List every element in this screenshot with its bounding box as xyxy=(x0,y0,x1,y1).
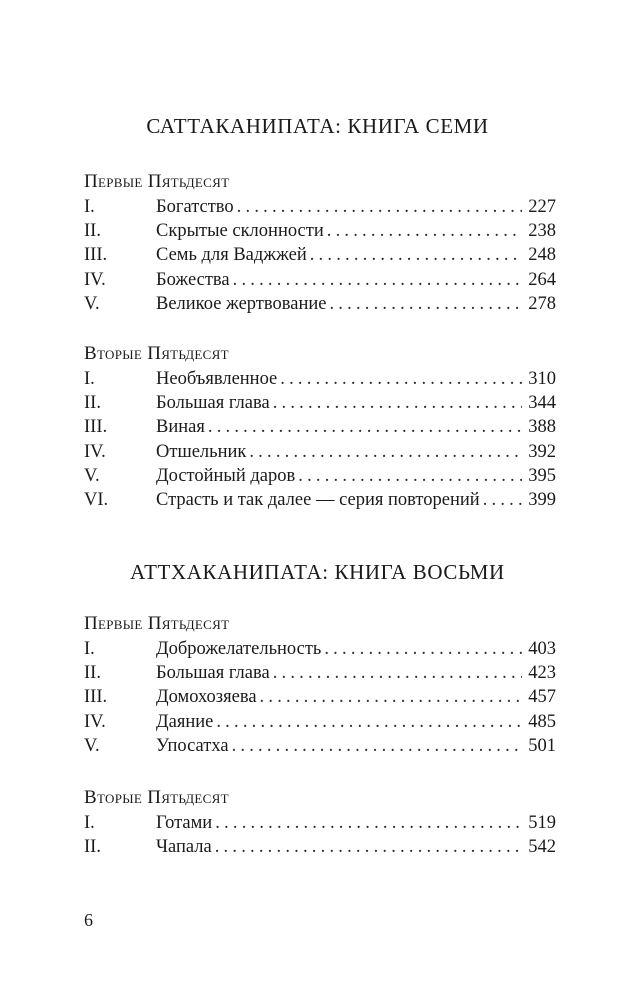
chapter-title: Упосатха xyxy=(156,735,229,756)
toc-entry[interactable] xyxy=(84,488,556,512)
dot-leader xyxy=(310,243,522,267)
page-number: 399 xyxy=(528,489,556,510)
page-number: 519 xyxy=(528,813,556,833)
chapter-title: Домохозяева xyxy=(156,687,257,708)
chapter-title: Божества xyxy=(156,269,230,290)
page-folio: 6 xyxy=(84,910,93,930)
dot-leader xyxy=(273,661,522,685)
chapter-title: Богатство xyxy=(156,197,234,217)
chapter-list xyxy=(84,637,556,758)
dot-leader xyxy=(329,292,522,316)
chapter-title: Большая глава xyxy=(156,663,270,684)
chapter-title: Страсть и так далее — серия повторений xyxy=(156,489,480,510)
section-title: Вторые Пятьдесят xyxy=(84,343,229,364)
page-number: 485 xyxy=(528,711,556,732)
chapter-number: I. xyxy=(84,197,95,217)
page-number: 248 xyxy=(528,245,556,266)
toc-entry[interactable] xyxy=(84,391,556,415)
chapter-list xyxy=(84,811,556,859)
page-number: 403 xyxy=(528,639,556,659)
dot-leader xyxy=(273,391,522,415)
dot-leader xyxy=(215,835,522,859)
dot-leader xyxy=(208,415,522,439)
dot-leader xyxy=(216,710,522,734)
chapter-title: Даяние xyxy=(156,711,214,732)
book-title: АТТХАКАНИПАТА: КНИГА ВОСЬМИ xyxy=(130,560,505,584)
page-number: 542 xyxy=(528,837,556,858)
toc-entry[interactable] xyxy=(84,243,556,267)
page-number: 501 xyxy=(528,735,556,756)
chapter-number: III. xyxy=(84,687,108,708)
chapter-title: Чапала xyxy=(156,837,212,858)
chapter-number: II. xyxy=(84,393,101,414)
chapter-number: I. xyxy=(84,369,95,389)
chapter-title: Семь для Ваджжей xyxy=(156,245,307,266)
toc-entry[interactable] xyxy=(84,710,556,734)
page-number: 238 xyxy=(528,221,556,242)
dot-leader xyxy=(233,268,522,292)
chapter-number: V. xyxy=(84,465,100,486)
toc-entry[interactable] xyxy=(84,811,556,835)
toc-entry[interactable] xyxy=(84,661,556,685)
chapter-title: Великое жертвование xyxy=(156,293,327,314)
chapter-title: Достойный даров xyxy=(156,465,296,486)
chapter-number: I. xyxy=(84,639,95,659)
chapter-title: Доброжелательность xyxy=(156,639,322,659)
toc-entry[interactable] xyxy=(84,637,556,661)
toc-entry[interactable] xyxy=(84,464,556,488)
toc-entry[interactable] xyxy=(84,195,556,219)
dot-leader xyxy=(260,685,522,709)
dot-leader xyxy=(324,637,522,661)
chapter-number: V. xyxy=(84,293,100,314)
dot-leader xyxy=(215,811,522,835)
section-title: Первые Пятьдесят xyxy=(84,613,230,634)
chapter-title: Готами xyxy=(156,813,213,833)
page-number: 310 xyxy=(528,369,556,389)
page-number: 392 xyxy=(528,441,556,462)
toc-entry[interactable] xyxy=(84,440,556,464)
page-number: 264 xyxy=(528,269,556,290)
dot-leader xyxy=(280,367,522,391)
chapter-title: Виная xyxy=(156,417,205,438)
dot-leader xyxy=(483,488,522,512)
dot-leader xyxy=(232,734,522,758)
chapter-number: V. xyxy=(84,735,100,756)
toc-entry[interactable] xyxy=(84,415,556,439)
toc-entry[interactable] xyxy=(84,835,556,859)
chapter-number: III. xyxy=(84,245,108,266)
dot-leader xyxy=(237,195,522,219)
chapter-title: Скрытые склонности xyxy=(156,221,324,242)
toc-entry[interactable] xyxy=(84,292,556,316)
chapter-number: IV. xyxy=(84,269,106,290)
chapter-number: IV. xyxy=(84,711,106,732)
chapter-number: III. xyxy=(84,417,108,438)
chapter-title: Необъявленное xyxy=(156,369,278,389)
chapter-number: II. xyxy=(84,663,101,684)
chapter-number: IV. xyxy=(84,441,106,462)
chapter-number: II. xyxy=(84,837,101,858)
page-number: 423 xyxy=(528,663,556,684)
chapter-title: Отшельник xyxy=(156,441,247,462)
page-number: 457 xyxy=(528,687,556,708)
chapter-number: II. xyxy=(84,221,101,242)
page-number: 278 xyxy=(528,293,556,314)
chapter-number: I. xyxy=(84,813,95,833)
dot-leader xyxy=(327,219,522,243)
toc-entry[interactable] xyxy=(84,734,556,758)
page-number: 395 xyxy=(528,465,556,486)
dot-leader xyxy=(298,464,522,488)
toc-entry[interactable] xyxy=(84,685,556,709)
chapter-number: VI. xyxy=(84,489,109,510)
chapter-list xyxy=(84,195,556,316)
toc-entry[interactable] xyxy=(84,367,556,391)
page-number: 344 xyxy=(528,393,556,414)
chapter-title: Большая глава xyxy=(156,393,270,414)
toc-entry[interactable] xyxy=(84,268,556,292)
toc-entry[interactable] xyxy=(84,219,556,243)
section-title: Вторые Пятьдесят xyxy=(84,787,229,808)
dot-leader xyxy=(249,440,522,464)
page-number: 227 xyxy=(528,197,556,217)
book-title: САТТАКАНИПАТА: КНИГА СЕМИ xyxy=(146,114,489,138)
section-title: Первые Пятьдесят xyxy=(84,171,230,192)
page-number: 388 xyxy=(528,417,556,438)
chapter-list xyxy=(84,367,556,512)
